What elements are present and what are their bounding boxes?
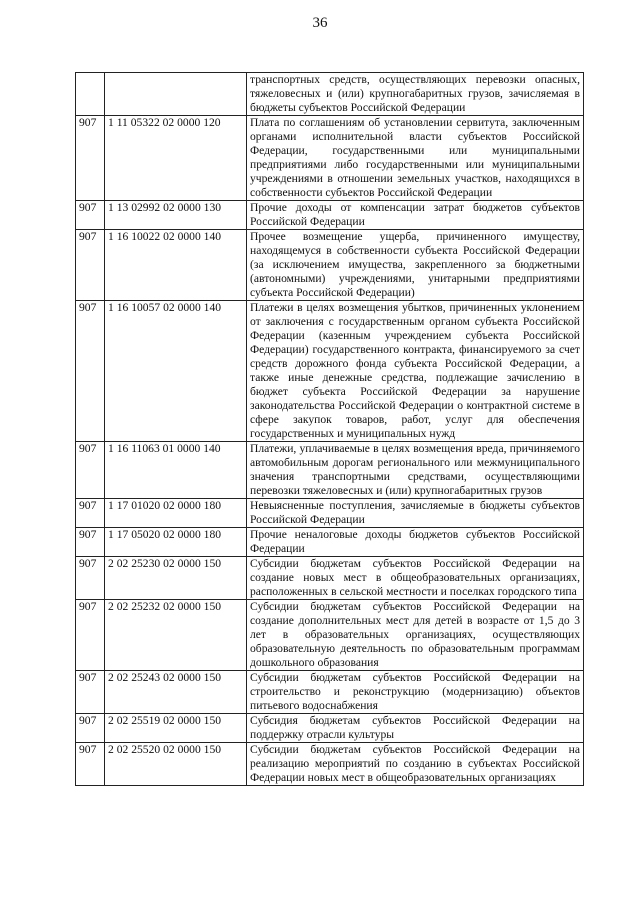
revenue-description-cell: Прочие доходы от компенсации затрат бюджетов субъектов Российской Федерации [247,201,584,230]
revenue-code-cell: 1 17 05020 02 0000 180 [105,528,247,557]
revenue-code-cell [105,73,247,116]
revenue-code-cell: 1 11 05322 02 0000 120 [105,116,247,201]
revenue-code-cell: 1 13 02992 02 0000 130 [105,201,247,230]
admin-code-cell: 907 [76,230,105,301]
table-row [76,600,584,671]
revenue-code-cell: 2 02 25230 02 0000 150 [105,557,247,600]
admin-code-cell: 907 [76,743,105,786]
admin-code-cell: 907 [76,714,105,743]
page-number: 36 [312,15,328,31]
table-row [76,671,584,714]
admin-code-cell: 907 [76,499,105,528]
table-row [76,116,584,201]
admin-code-cell: 907 [76,116,105,201]
admin-code-cell: 907 [76,600,105,671]
revenue-description-cell: Субсидии бюджетам субъектов Российской Федерации на создание новых мест в общеобразовательных организациях, расположенных в сельской местности и поселках городского типа [247,557,584,600]
revenue-code-cell: 2 02 25232 02 0000 150 [105,600,247,671]
table-row [76,557,584,600]
table-row [76,201,584,230]
table-body [76,73,584,786]
revenue-code-cell: 2 02 25520 02 0000 150 [105,743,247,786]
revenue-description-cell: транспортных средств, осуществляющих перевозки опасных, тяжеловесных и (или) крупногабаритных грузов, зачисляемая в бюджеты субъектов Российской Федерации [247,73,584,116]
admin-code-cell: 907 [76,201,105,230]
revenue-codes-table [75,72,584,786]
revenue-description-cell: Субсидии бюджетам субъектов Российской Федерации на создание дополнительных мест для детей в возрасте от 1,5 до 3 лет в образовательных организациях, осуществляющих образовательную деятельность по образовательным программам дошкольного образования [247,600,584,671]
revenue-description-cell: Субсидии бюджетам субъектов Российской Федерации на реализацию мероприятий по созданию в субъектах Российской Федерации новых мест в общеобразовательных организациях [247,743,584,786]
revenue-description-cell: Субсидия бюджетам субъектов Российской Федерации на поддержку отрасли культуры [247,714,584,743]
admin-code-cell: 907 [76,301,105,442]
table-row [76,442,584,499]
revenue-description-cell: Платежи, уплачиваемые в целях возмещения вреда, причиняемого автомобильным дорогам регионального или межмуниципального значения транспортными средствами, осуществляющими перевозки тяжеловесных и (или) крупногабаритных грузов [247,442,584,499]
table-row [76,499,584,528]
revenue-description-cell: Субсидии бюджетам субъектов Российской Федерации на строительство и реконструкцию (модернизацию) объектов питьевого водоснабжения [247,671,584,714]
admin-code-cell: 907 [76,442,105,499]
admin-code-cell: 907 [76,557,105,600]
admin-code-cell: 907 [76,528,105,557]
table-row [76,714,584,743]
table-row [76,528,584,557]
revenue-code-cell: 1 17 01020 02 0000 180 [105,499,247,528]
revenue-code-cell: 2 02 25519 02 0000 150 [105,714,247,743]
admin-code-cell [76,73,105,116]
revenue-description-cell: Платежи в целях возмещения убытков, причиненных уклонением от заключения с государственным органом субъекта Российской Федерации (казенным учреждением субъекта Российской Федерации) государственного контракта, финансируемого за счет средств дорожного фонда субъекта Российской Федерации, а также иные денежные средства, подлежащие зачислению в бюджет субъекта Российской Федерации за нарушение законодательства Российской Федерации о контрактной системе в сфере закупок товаров, работ, услуг для обеспечения государственных и муниципальных нужд [247,301,584,442]
revenue-description-cell: Плата по соглашениям об установлении сервитута, заключенным органами исполнительной власти субъектов Российской Федерации, государственными или муниципальными предприятиями либо государственными или муниципальными учреждениями в отношении земельных участков, находящихся в собственности субъектов Российской Федерации [247,116,584,201]
revenue-description-cell: Невыясненные поступления, зачисляемые в бюджеты субъектов Российской Федерации [247,499,584,528]
admin-code-cell: 907 [76,671,105,714]
revenue-description-cell: Прочее возмещение ущерба, причиненного имуществу, находящемуся в собственности субъекта Российской Федерации (за исключением имущества, закрепленного за бюджетными (автономными) учреждениями, унитарными предприятиями субъекта Российской Федерации) [247,230,584,301]
table-row [76,73,584,116]
revenue-code-cell: 1 16 10022 02 0000 140 [105,230,247,301]
table-row [76,743,584,786]
revenue-code-cell: 2 02 25243 02 0000 150 [105,671,247,714]
table-row [76,230,584,301]
table-row [76,301,584,442]
revenue-description-cell: Прочие неналоговые доходы бюджетов субъектов Российской Федерации [247,528,584,557]
revenue-code-cell: 1 16 10057 02 0000 140 [105,301,247,442]
revenue-code-cell: 1 16 11063 01 0000 140 [105,442,247,499]
